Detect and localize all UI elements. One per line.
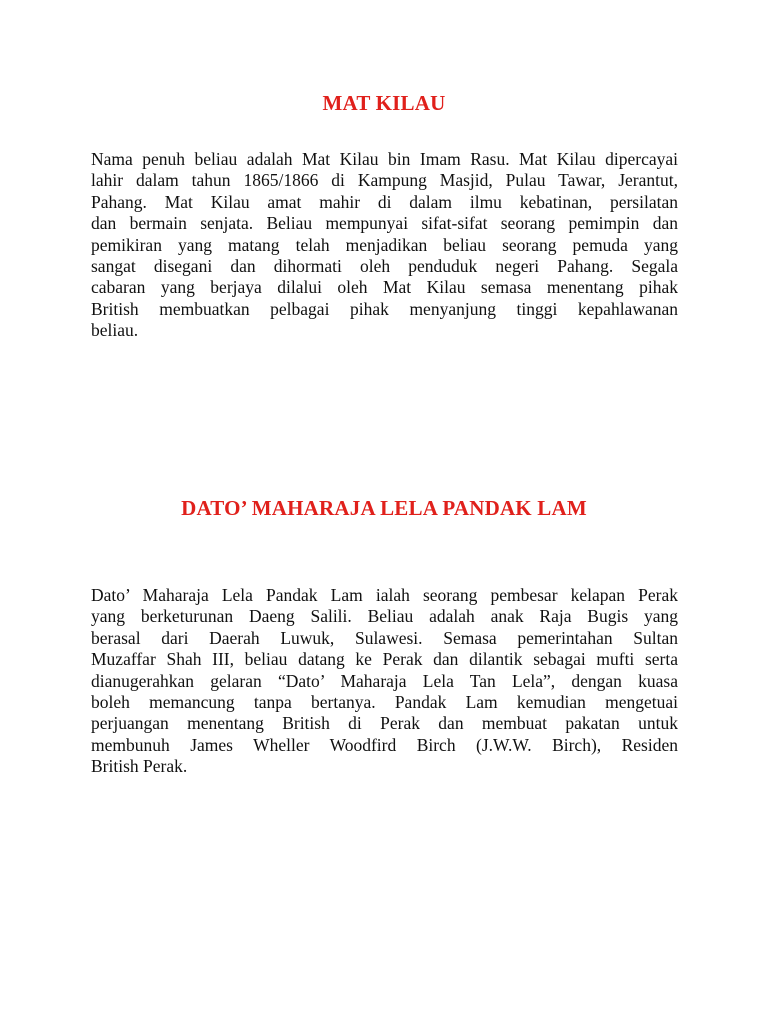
text-line: cabaran yang berjaya dilalui oleh Mat Kilau semasa menentang pihak <box>91 277 678 298</box>
paragraph-mat-kilau <box>91 149 678 342</box>
text-line: perjuangan menentang British di Perak dan membuat pakatan untuk <box>91 713 678 734</box>
text-line: dan bermain senjata. Beliau mempunyai sifat-sifat seorang pemimpin dan <box>91 213 678 234</box>
text-line: berasal dari Daerah Luwuk, Sulawesi. Semasa pemerintahan Sultan <box>91 627 678 648</box>
text-line: Dato’ Maharaja Lela Pandak Lam ialah seorang pembesar kelapan Perak <box>91 585 678 605</box>
section-title-dato-maharaja-lela: DATO’ MAHARAJA LELA PANDAK LAM <box>181 496 587 520</box>
text-line: lahir dalam tahun 1865/1866 di Kampung Masjid, Pulau Tawar, Jerantut, <box>91 170 678 191</box>
text-line: pemikiran yang matang telah menjadikan beliau seorang pemuda yang <box>91 234 678 255</box>
text-line: British Perak. <box>91 756 188 777</box>
text-line: membunuh James Wheller Woodfird Birch (J.W.W. Birch), Residen <box>91 734 678 755</box>
text-line: British membuatkan pelbagai pihak menyanjung tinggi kepahlawanan <box>91 298 678 319</box>
paragraph-dato-maharaja-lela <box>91 585 678 778</box>
text-line: yang berketurunan Daeng Salili. Beliau adalah anak Raja Bugis yang <box>91 606 678 627</box>
text-line: Pahang. Mat Kilau amat mahir di dalam ilmu kebatinan, persilatan <box>91 191 678 212</box>
text-line: Muzaffar Shah III, beliau datang ke Perak dan dilantik sebagai mufti serta <box>91 649 678 670</box>
text-line: beliau. <box>91 320 139 341</box>
section-title-mat-kilau: MAT KILAU <box>322 91 446 115</box>
text-line: sangat disegani dan dihormati oleh penduduk negeri Pahang. Segala <box>91 256 678 277</box>
text-line: boleh memancung tanpa bertanya. Pandak Lam kemudian mengetuai <box>91 692 678 713</box>
text-line: dianugerahkan gelaran “Dato’ Maharaja Lela Tan Lela”, dengan kuasa <box>91 670 678 691</box>
text-line: Nama penuh beliau adalah Mat Kilau bin Imam Rasu. Mat Kilau dipercayai <box>91 149 678 169</box>
